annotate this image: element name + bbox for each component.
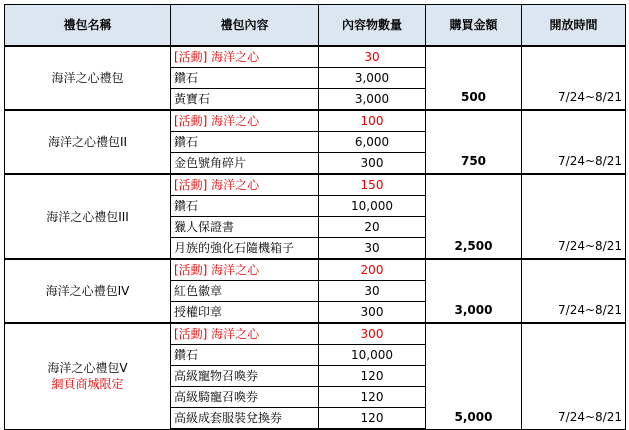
item-label: 鑽石: [171, 132, 319, 153]
item-quantity: 30: [319, 46, 426, 68]
pack-name-cell: [5, 174, 171, 259]
item-label: 高級騎寵召喚券: [171, 387, 319, 408]
item-label: 紅色徽章: [171, 281, 319, 302]
item-quantity: 30: [319, 281, 426, 302]
pack-name-cell: [5, 259, 171, 323]
item-label: 鑽石: [171, 68, 319, 89]
item-quantity: 10,000: [319, 345, 426, 366]
pack-open-period: 7/24~8/21: [522, 259, 626, 323]
pack-price: 2,500: [426, 174, 522, 259]
table-header-row: [5, 5, 626, 47]
header-price: 購買金額: [426, 5, 522, 47]
item-label: 黃寶石: [171, 89, 319, 111]
item-quantity: 120: [319, 366, 426, 387]
item-label: [活動] 海洋之心: [171, 174, 319, 196]
pack-open-period: 7/24~8/21: [522, 174, 626, 259]
item-quantity: 120: [319, 408, 426, 430]
header-pack-contents: 禮包內容: [171, 5, 319, 47]
pack-price: 500: [426, 46, 522, 110]
item-label: 月族的強化石隨機箱子: [171, 238, 319, 260]
item-quantity: 150: [319, 174, 426, 196]
header-quantity: 內容物數量: [319, 5, 426, 47]
pack-name-cell: [5, 46, 171, 110]
header-pack-name: 禮包名稱: [5, 5, 171, 47]
pack-open-period: 7/24~8/21: [522, 46, 626, 110]
item-quantity: 6,000: [319, 132, 426, 153]
web-store-exclusive-note: 網頁商城限定: [51, 377, 124, 392]
pack-name: 海洋之心禮包V: [47, 361, 128, 376]
item-label: 獵人保證書: [171, 217, 319, 238]
item-label: [活動] 海洋之心: [171, 110, 319, 132]
item-label: 高級寵物召喚券: [171, 366, 319, 387]
table-row: [5, 110, 626, 132]
pack-name: 海洋之心禮包III: [46, 209, 129, 224]
table-row: [5, 46, 626, 68]
item-quantity: 30: [319, 238, 426, 260]
item-label: [活動] 海洋之心: [171, 259, 319, 281]
item-quantity: 300: [319, 153, 426, 175]
pack-price: 750: [426, 110, 522, 174]
item-quantity: 200: [319, 259, 426, 281]
item-quantity: 20: [319, 217, 426, 238]
item-quantity: 100: [319, 110, 426, 132]
item-quantity: 300: [319, 302, 426, 324]
gift-pack-table: [4, 4, 626, 430]
item-label: 高級成套服裝兌換券: [171, 408, 319, 430]
item-quantity: 300: [319, 323, 426, 345]
table-row: [5, 174, 626, 196]
pack-price: 3,000: [426, 259, 522, 323]
pack-name: 海洋之心禮包II: [47, 135, 128, 149]
table-row: [5, 323, 626, 345]
pack-name-cell: [5, 323, 171, 429]
item-label: [活動] 海洋之心: [171, 323, 319, 345]
item-label: 授權印章: [171, 302, 319, 324]
item-quantity: 10,000: [319, 196, 426, 217]
pack-name: 海洋之心禮包: [51, 71, 124, 85]
pack-open-period: 7/24~8/21: [522, 110, 626, 174]
pack-price: 5,000: [426, 323, 522, 429]
pack-name: 海洋之心禮包IV: [45, 284, 130, 298]
item-quantity: 120: [319, 387, 426, 408]
table-row: [5, 259, 626, 281]
item-quantity: 3,000: [319, 68, 426, 89]
header-open-period: 開放時間: [522, 5, 626, 47]
pack-name-cell: [5, 110, 171, 174]
item-label: 鑽石: [171, 345, 319, 366]
item-label: 鑽石: [171, 196, 319, 217]
pack-open-period: 7/24~8/21: [522, 323, 626, 429]
item-label: 金色號角碎片: [171, 153, 319, 175]
item-quantity: 3,000: [319, 89, 426, 111]
item-label: [活動] 海洋之心: [171, 46, 319, 68]
